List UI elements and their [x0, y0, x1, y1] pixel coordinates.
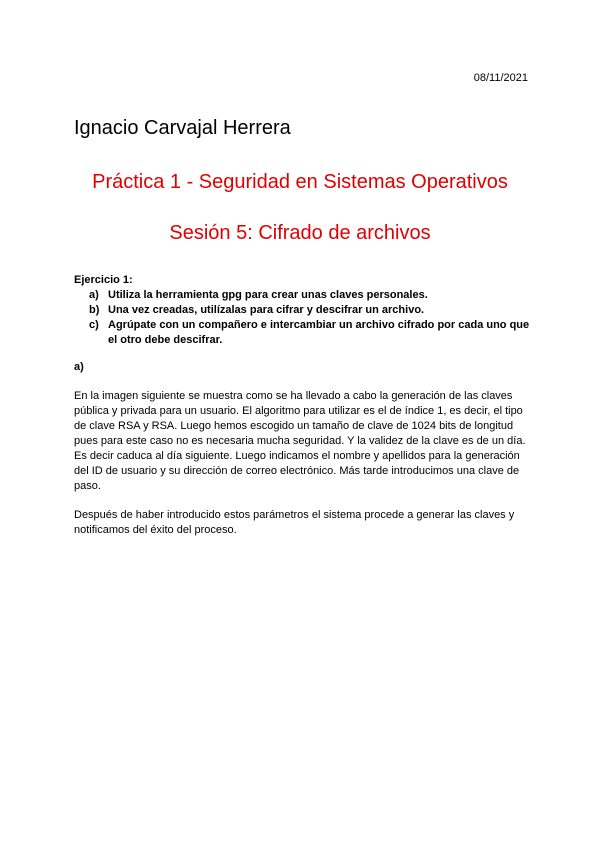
exercise-item-marker: a) — [89, 289, 99, 301]
author-name: Ignacio Carvajal Herrera — [74, 117, 291, 139]
exercise-item — [74, 303, 534, 318]
document-date: 08/11/2021 — [473, 72, 528, 84]
exercise-item — [74, 288, 534, 303]
exercise-item-text: Utiliza la herramienta gpg para crear unas claves personales. — [108, 289, 428, 301]
exercise-item — [74, 318, 534, 348]
exercise-item-text: Agrúpate con un compañero e intercambiar un archivo cifrado por cada uno que el otro debe descifrar. — [108, 319, 530, 346]
exercise-item-text: Una vez creadas, utilízalas para cifrar y descifrar un archivo. — [108, 304, 425, 316]
session-title: Sesión 5: Cifrado de archivos — [169, 222, 431, 244]
exercise-item-marker: b) — [89, 304, 100, 316]
document-title: Práctica 1 - Seguridad en Sistemas Operativos — [92, 171, 508, 193]
exercise-item-marker: c) — [89, 319, 99, 331]
section-a-paragraph-2: Después de haber introducido estos parámetros el sistema procede a generar las claves y notificamos del éxito del proceso. — [74, 509, 515, 536]
section-a-label: a) — [74, 361, 84, 373]
exercise-block — [74, 273, 534, 348]
section-a-paragraph-1: En la imagen siguiente se muestra como se ha llevado a cabo la generación de las claves pública y privada para un usuario. El algoritmo para utilizar es el de índice 1, es decir, el tipo de clave RSA y RSA. Luego hemos escogido un tamaño de clave de 1024 bits de longitud pues para este caso no es necesaria mucha seguridad. Y la validez de la clave es de un día. Es decir caduca al día siguiente. Luego indicamos el nombre y apellidos para la generación del ID de usuario y su dirección de correo electrónico. Más tarde introducimos una clave de paso. — [74, 390, 526, 492]
exercise-heading: Ejercicio 1: — [74, 274, 133, 286]
exercise-list — [74, 288, 534, 348]
